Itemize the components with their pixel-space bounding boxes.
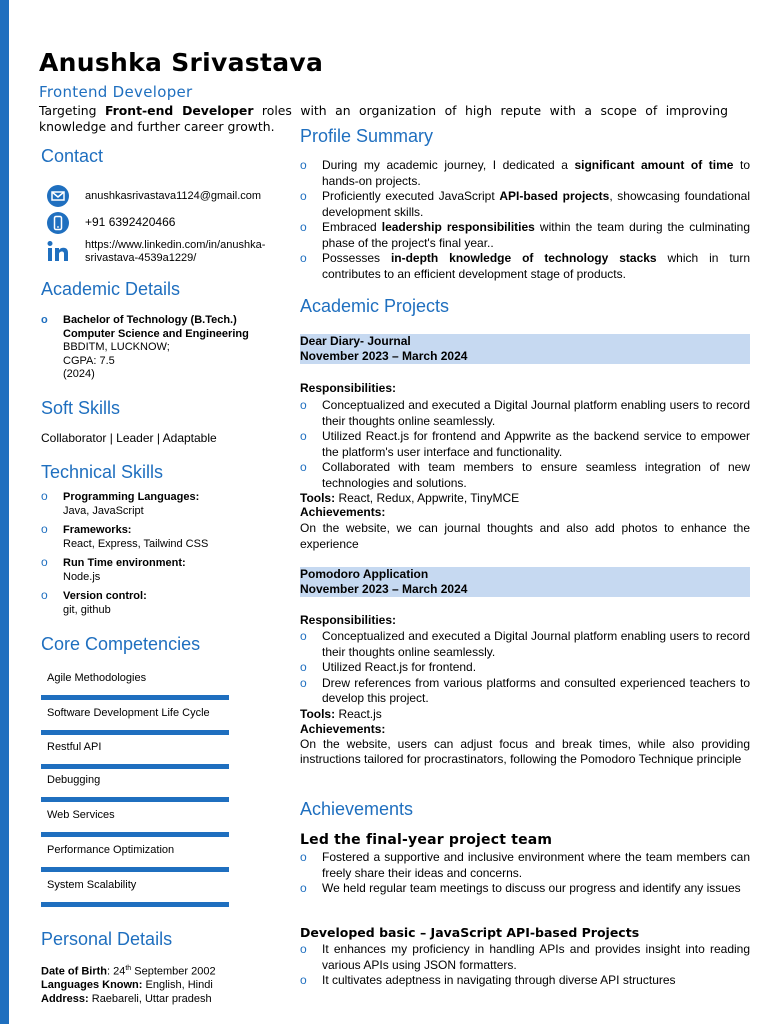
contact-phone-row[interactable] <box>47 212 175 234</box>
profile-summary-list <box>300 158 750 282</box>
academic-detail-entry <box>41 314 249 382</box>
college-text: BBDITM, LUCKNOW; <box>63 341 170 353</box>
project-name: Pomodoro Application <box>300 567 429 581</box>
responsibility-item: o Drew references from various platforms and consulted experienced teachers to develop this project. <box>300 675 750 705</box>
tech-skill-value: React, Express, Tailwind CSS <box>63 538 209 550</box>
competency-item <box>41 842 229 872</box>
contact-section-title: Contact <box>41 146 104 166</box>
competency-item <box>41 877 229 907</box>
tech-skill-label: Programming Languages: <box>63 491 200 503</box>
technical-skills-list <box>41 490 261 622</box>
tech-skill-item <box>41 589 261 617</box>
phone-text[interactable]: +91 6392420466 <box>85 215 176 229</box>
project-achievement: On the website, users can adjust focus and break times, while also providing instructions tailored for procrastinators, following the Pomodoro Technique principle <box>300 737 750 766</box>
achievement-item: o We held regular team meetings to discuss our progress and identify any issues <box>300 881 741 895</box>
linkedin-url-line1[interactable]: https://www.linkedin.com/in/anushka- <box>85 239 266 251</box>
degree-text: Bachelor of Technology (B.Tech.) <box>63 314 237 326</box>
project-tools: Tools: React, Redux, Appwrite, TinyMCE <box>300 491 520 505</box>
academic-details-title: Academic Details <box>41 279 181 299</box>
contact-linkedin-row[interactable] <box>47 239 265 265</box>
competency-item <box>41 705 229 735</box>
tech-skill-label: Run Time environment: <box>63 557 186 569</box>
competency-item <box>41 670 229 700</box>
email-text[interactable]: anushkasrivastava1124@gmail.com <box>85 190 262 202</box>
competency-label: Agile Methodologies <box>47 672 147 684</box>
competency-label: Web Services <box>47 809 115 821</box>
bullet-icon: o <box>300 675 307 690</box>
career-objective: Targeting Front-end Developer roles with an organization of high repute with a scope of improving knowledge and further career growth. <box>39 103 728 134</box>
bullet-icon: o <box>41 588 48 602</box>
responsibility-item: o Conceptualized and executed a Digital Journal platform enabling users to record their thoughts online seamlessly. <box>300 398 750 428</box>
bullet-icon: o <box>41 489 48 503</box>
competency-bar <box>41 867 229 872</box>
project-responsibilities-list <box>300 398 750 491</box>
technical-skills-title: Technical Skills <box>41 462 164 482</box>
competency-item <box>41 739 229 769</box>
competency-bar <box>41 764 229 769</box>
summary-item: o Proficiently executed JavaScript API-based projects, showcasing foundational development skills. <box>300 189 750 219</box>
accent-side-bar <box>0 0 9 1024</box>
tech-skill-value: Java, JavaScript <box>63 505 144 517</box>
achievement-item: o It enhances my proficiency in handling APIs and provides insight into reading various APIs using JSON formatters. <box>300 942 750 972</box>
competency-item <box>41 772 229 802</box>
responsibility-item: o Utilized React.js for frontend and Appwrite as the backend service to empower the platform's user interface and functionality. <box>300 429 750 459</box>
project-name: Dear Diary- Journal <box>300 334 411 348</box>
project-header-band <box>300 334 750 364</box>
tech-skill-label: Frameworks: <box>63 524 132 536</box>
bullet-icon: o <box>300 251 307 265</box>
tech-skill-label: Version control: <box>63 590 147 602</box>
competency-label: Restful API <box>47 741 102 753</box>
bullet-icon: o <box>41 522 48 536</box>
achievement-item: o It cultivates adeptness in navigating through diverse API structures <box>300 973 676 987</box>
responsibilities-label: Responsibilities: <box>300 381 397 395</box>
responsibility-item: o Utilized React.js for frontend. <box>300 660 477 674</box>
tech-skill-value: Node.js <box>63 571 101 583</box>
competency-label: Performance Optimization <box>47 844 175 856</box>
branch-text: Computer Science and Engineering <box>63 327 249 340</box>
tech-skill-item <box>41 556 261 584</box>
project-responsibilities-list <box>300 629 750 707</box>
bullet-icon: o <box>41 555 48 569</box>
core-competencies-title: Core Competencies <box>41 634 201 654</box>
bullet-icon: o <box>300 460 307 474</box>
cgpa-text: CGPA: 7.5 <box>63 354 115 367</box>
candidate-name: Anushka Srivastava <box>39 48 324 77</box>
bullet-icon: o <box>300 398 307 412</box>
address: Address: Raebareli, Uttar pradesh <box>41 992 212 1005</box>
competency-bar <box>41 730 229 735</box>
project-dates: November 2023 – March 2024 <box>300 349 468 363</box>
email-icon <box>47 185 69 207</box>
competency-bar <box>41 797 229 802</box>
languages-known: Languages Known: English, Hindi <box>41 979 213 992</box>
project-achievement: On the website, we can journal thoughts and also add photos to enhance the experience <box>300 521 750 551</box>
soft-skills-title: Soft Skills <box>41 398 121 418</box>
summary-item: o Embraced leadership responsibilities within the team during the culminating phase of the project's final year.. <box>300 220 750 250</box>
bullet-icon: o <box>300 429 307 443</box>
bullet-icon: o <box>300 189 307 203</box>
competency-label: Software Development Life Cycle <box>47 707 210 719</box>
bullet-icon: o <box>300 629 307 643</box>
summary-item: o During my academic journey, I dedicated a significant amount of time to hands-on projects. <box>300 158 750 188</box>
contact-email-row[interactable] <box>47 185 261 207</box>
summary-item: o Possesses in-depth knowledge of technology stacks which in turn contributes to an efficient development stage of products. <box>300 251 751 281</box>
competency-label: System Scalability <box>47 879 137 891</box>
achievement-item: o Fostered a supportive and inclusive environment where the team members can freely share their ideas and concerns. <box>300 850 750 880</box>
achievement-heading: Led the final-year project team <box>300 832 553 848</box>
personal-details-block <box>41 962 216 1006</box>
achievements-label: Achievements: <box>300 505 386 519</box>
project-tools: Tools: React.js <box>300 707 382 721</box>
achievements-title: Achievements <box>300 799 414 819</box>
linkedin-url-line2[interactable]: srivastava-4539a1229/ <box>85 252 197 264</box>
bullet-icon: o <box>300 158 307 172</box>
bullet-icon: o <box>300 942 307 956</box>
academic-projects-title: Academic Projects <box>300 296 450 316</box>
tech-skill-item <box>41 490 261 518</box>
candidate-role: Frontend Developer <box>39 83 193 101</box>
bullet-icon: o <box>300 973 307 987</box>
date-of-birth: Date of Birth: 24th September 2002 <box>41 965 216 978</box>
year-text: (2024) <box>63 368 95 380</box>
responsibility-item: o Collaborated with team members to ensure seamless integration of new technologies and solutions. <box>300 460 750 490</box>
competency-bar <box>41 695 229 700</box>
soft-skills-text: Collaborator | Leader | Adaptable <box>41 431 217 445</box>
phone-icon <box>47 212 69 234</box>
bullet-icon: o <box>300 881 307 895</box>
tech-skill-value: git, github <box>63 604 111 616</box>
profile-summary-title: Profile Summary <box>300 126 434 146</box>
project-dates: November 2023 – March 2024 <box>300 582 468 596</box>
tech-skill-item <box>41 523 261 551</box>
achievements-label: Achievements: <box>300 722 386 736</box>
responsibilities-label: Responsibilities: <box>300 613 397 627</box>
competency-item <box>41 807 229 837</box>
competency-bar <box>41 832 229 837</box>
linkedin-icon <box>47 239 69 263</box>
linkedin-text[interactable] <box>85 239 265 265</box>
achievement-list <box>300 942 750 989</box>
competency-label: Debugging <box>47 774 101 786</box>
personal-details-title: Personal Details <box>41 929 173 949</box>
project-header-band <box>300 567 750 597</box>
competency-bar <box>41 902 229 907</box>
achievement-heading: Developed basic – JavaScript API-based Projects <box>300 925 640 940</box>
bullet-icon: o <box>300 660 307 674</box>
responsibility-item: o Conceptualized and executed a Digital Journal platform enabling users to record their thoughts online seamlessly. <box>300 629 750 659</box>
bullet-icon: o <box>41 314 48 326</box>
bullet-icon: o <box>300 220 307 234</box>
bullet-icon: o <box>300 850 307 864</box>
achievement-list <box>300 850 750 897</box>
